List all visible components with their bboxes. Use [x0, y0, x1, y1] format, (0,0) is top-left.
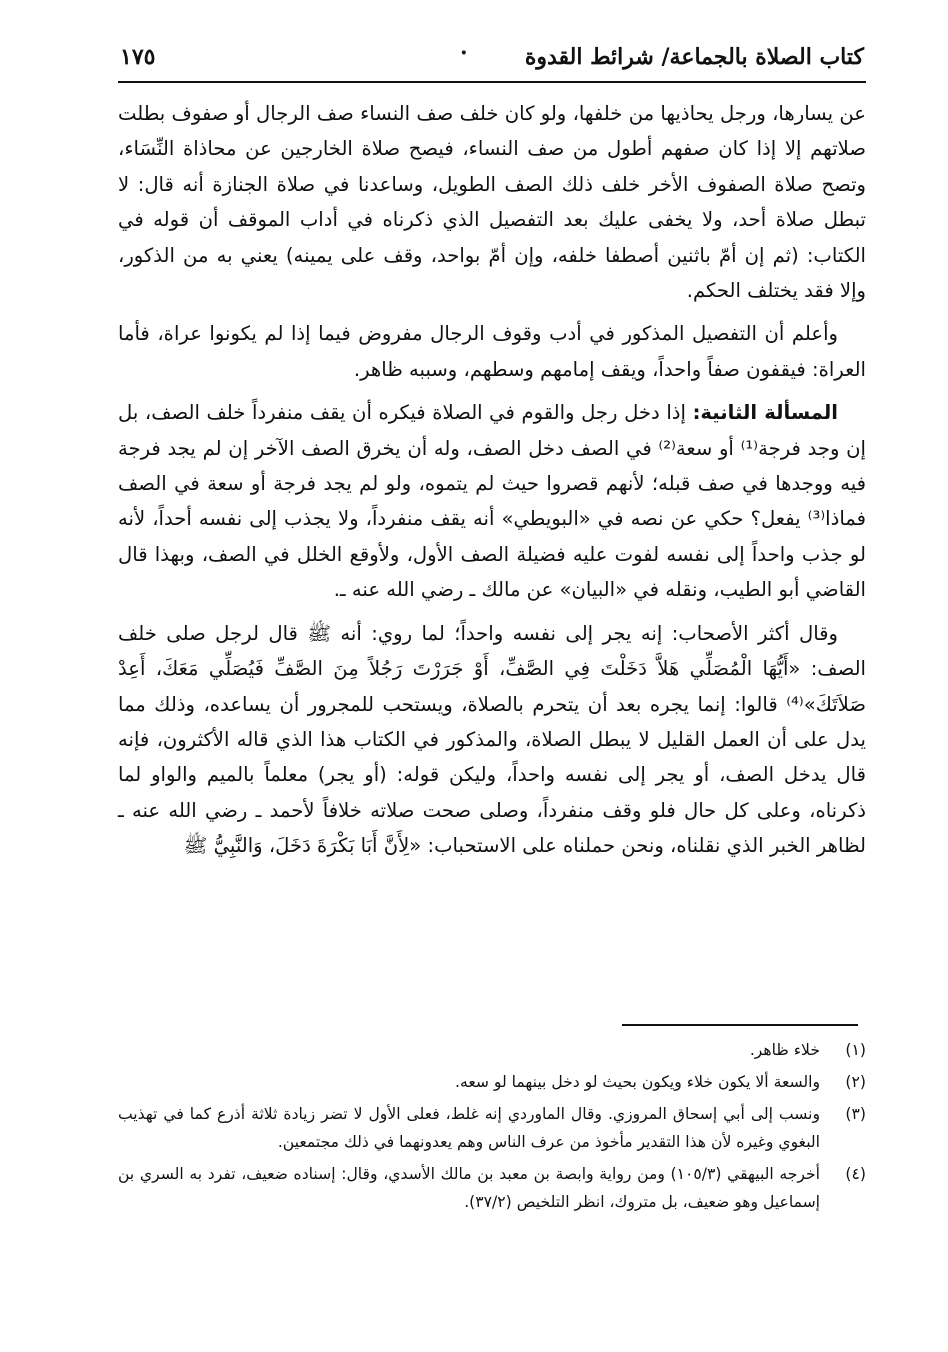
main-text [118, 96, 866, 872]
paragraph-4: وقال أكثر الأصحاب: إنه يجر إلى نفسه واحداً؛ لما روي: أنه ﷺ قال لرجل صلى خلف الصف: «أَيُّهَا الْمُصَلِّي هَلاَّ دَخَلْتَ فِي الصَّفِّ، أَوْ جَرَرْتَ رَجُلاً مِنَ الصَّفِّ فَيُصَلِّي مَعَكَ، أَعِدْ صَلاَتَكَ»⁽⁴⁾ قالوا: إنما يجره بعد أن يتحرم بالصلاة، ويستحب للمجرور أن يساعده، وذلك مما يدل على أن العمل القليل لا يبطل الصلاة، والمذكور في الكتاب هذا الذي قاله الأكثرون، فإنه قال يدخل الصف، أو يجر إلى نفسه واحداً، وليكن قوله: (أو يجر) معلماً بالميم والواو لما ذكرناه، وعلى كل حال فلو وقف منفرداً، وصلى صحت صلاته خلافاً لأحمد ـ رضي الله عنه ـ لظاهر الخبر الذي نقلناه، ونحن حملناه على الاستحباب: «لِأَنَّ أَبَا بَكْرَةَ دَخَلَ، وَالنَّبِيُّ ﷺ [118, 621, 866, 858]
header-dot: · [460, 40, 468, 66]
footnote-2 [118, 1068, 866, 1096]
footnote-4 [118, 1160, 866, 1216]
footnote-text: والسعة ألا يكون خلاء ويكون بحيث لو دخل بينهما لو سعه. [455, 1073, 820, 1091]
running-title: كتاب الصلاة بالجماعة/ شرائط القدوة [524, 44, 864, 70]
footnotes [118, 1036, 866, 1220]
paragraph-1: عن يسارها، ورجل يحاذيها من خلفها، ولو كان خلف صف النساء صف الرجال أو صفوف بطلت صلاتهم إلا إذا كان صفهم أطول من صف النساء، فيصح صلاة الخارجين عن محاذاة النِّسَاء، وتصح صلاة الصفوف الأخر خلف ذلك الصف الطويل، وساعدنا في صلاة الجنازة أنه قال: لا تبطل صلاة أحد، ولا يخفى عليك بعد التفصيل الذي ذكرناه في أداب الموقف أن قوله في الكتاب: (ثم إن أمّ باثنين أصطفا خلفه، وإن أمّ بواحد، وقف على يمينه) يعني به من الذكور، وإلا فقد يختلف الحكم. [118, 102, 866, 303]
paragraph-2: وأعلم أن التفصيل المذكور في أدب وقوف الرجال مفروض فيما إذا لم يكونوا عراة، فأما العراة: فيقفون صفاً واحداً، ويقف إمامهم وسطهم، وسببه ظاهر. [118, 322, 866, 381]
footnote-text: خلاء ظاهر. [749, 1041, 820, 1059]
footnote-number: (٣) [845, 1105, 866, 1123]
issue-heading: المسألة الثانية: [692, 401, 839, 425]
footnote-3 [118, 1100, 866, 1156]
footnote-divider [622, 1024, 858, 1026]
header-divider [118, 81, 866, 83]
paragraph-3-text: إذا دخل رجل والقوم في الصلاة فيكره أن يقف منفرداً خلف الصف، بل إن وجد فرجة⁽¹⁾ أو سعة⁽²⁾ في الصف دخل الصف، وله أن يخرق الصف الآخر إن لم يجد فرجة فيه ووجدها في صف قبله؛ لأنهم قصروا حيث لم يتموه، ولو لم يجد فرجة أو سعة في الصف فماذا⁽³⁾ يفعل؟ حكي عن نصه في «البويطي» أنه يقف منفرداً، ولا يجذب إلى نفسه أحداً، لأنه لو جذب واحداً إلى نفسه لفوت عليه فضيلة الصف الأول، ولأوقع الخلل في الصف، وبهذا قال القاضي أبو الطيب، ونقله في «البيان» عن مالك ـ رضي الله عنه ـ. [118, 401, 866, 602]
paragraph-3 [118, 395, 866, 607]
footnote-1 [118, 1036, 866, 1064]
footnote-number: (١) [845, 1041, 866, 1059]
page-number: ١٧٥ [120, 44, 156, 70]
footnote-text: أخرجه البيهقي (١٠٥/٣) ومن رواية وابصة بن معبد بن مالك الأسدي، وقال: إسناده ضعيف، تفرد به السري بن إسماعيل وهو ضعيف، بل متروك، انظر التلخيص (٣٧/٢). [118, 1165, 820, 1211]
footnote-number: (٢) [845, 1073, 866, 1091]
footnote-text: ونسب إلى أبي إسحاق المروزي. وقال الماوردي إنه غلط، فعلى الأول لا تضر زيادة ثلاثة أذرع كما في تهذيب البغوي وغيره لأن هذا التقدير مأخوذ من عرف الناس وهم يعدونهما في ذلك مجتمعين. [118, 1105, 820, 1151]
footnote-number: (٤) [845, 1165, 866, 1183]
running-header [120, 38, 864, 82]
